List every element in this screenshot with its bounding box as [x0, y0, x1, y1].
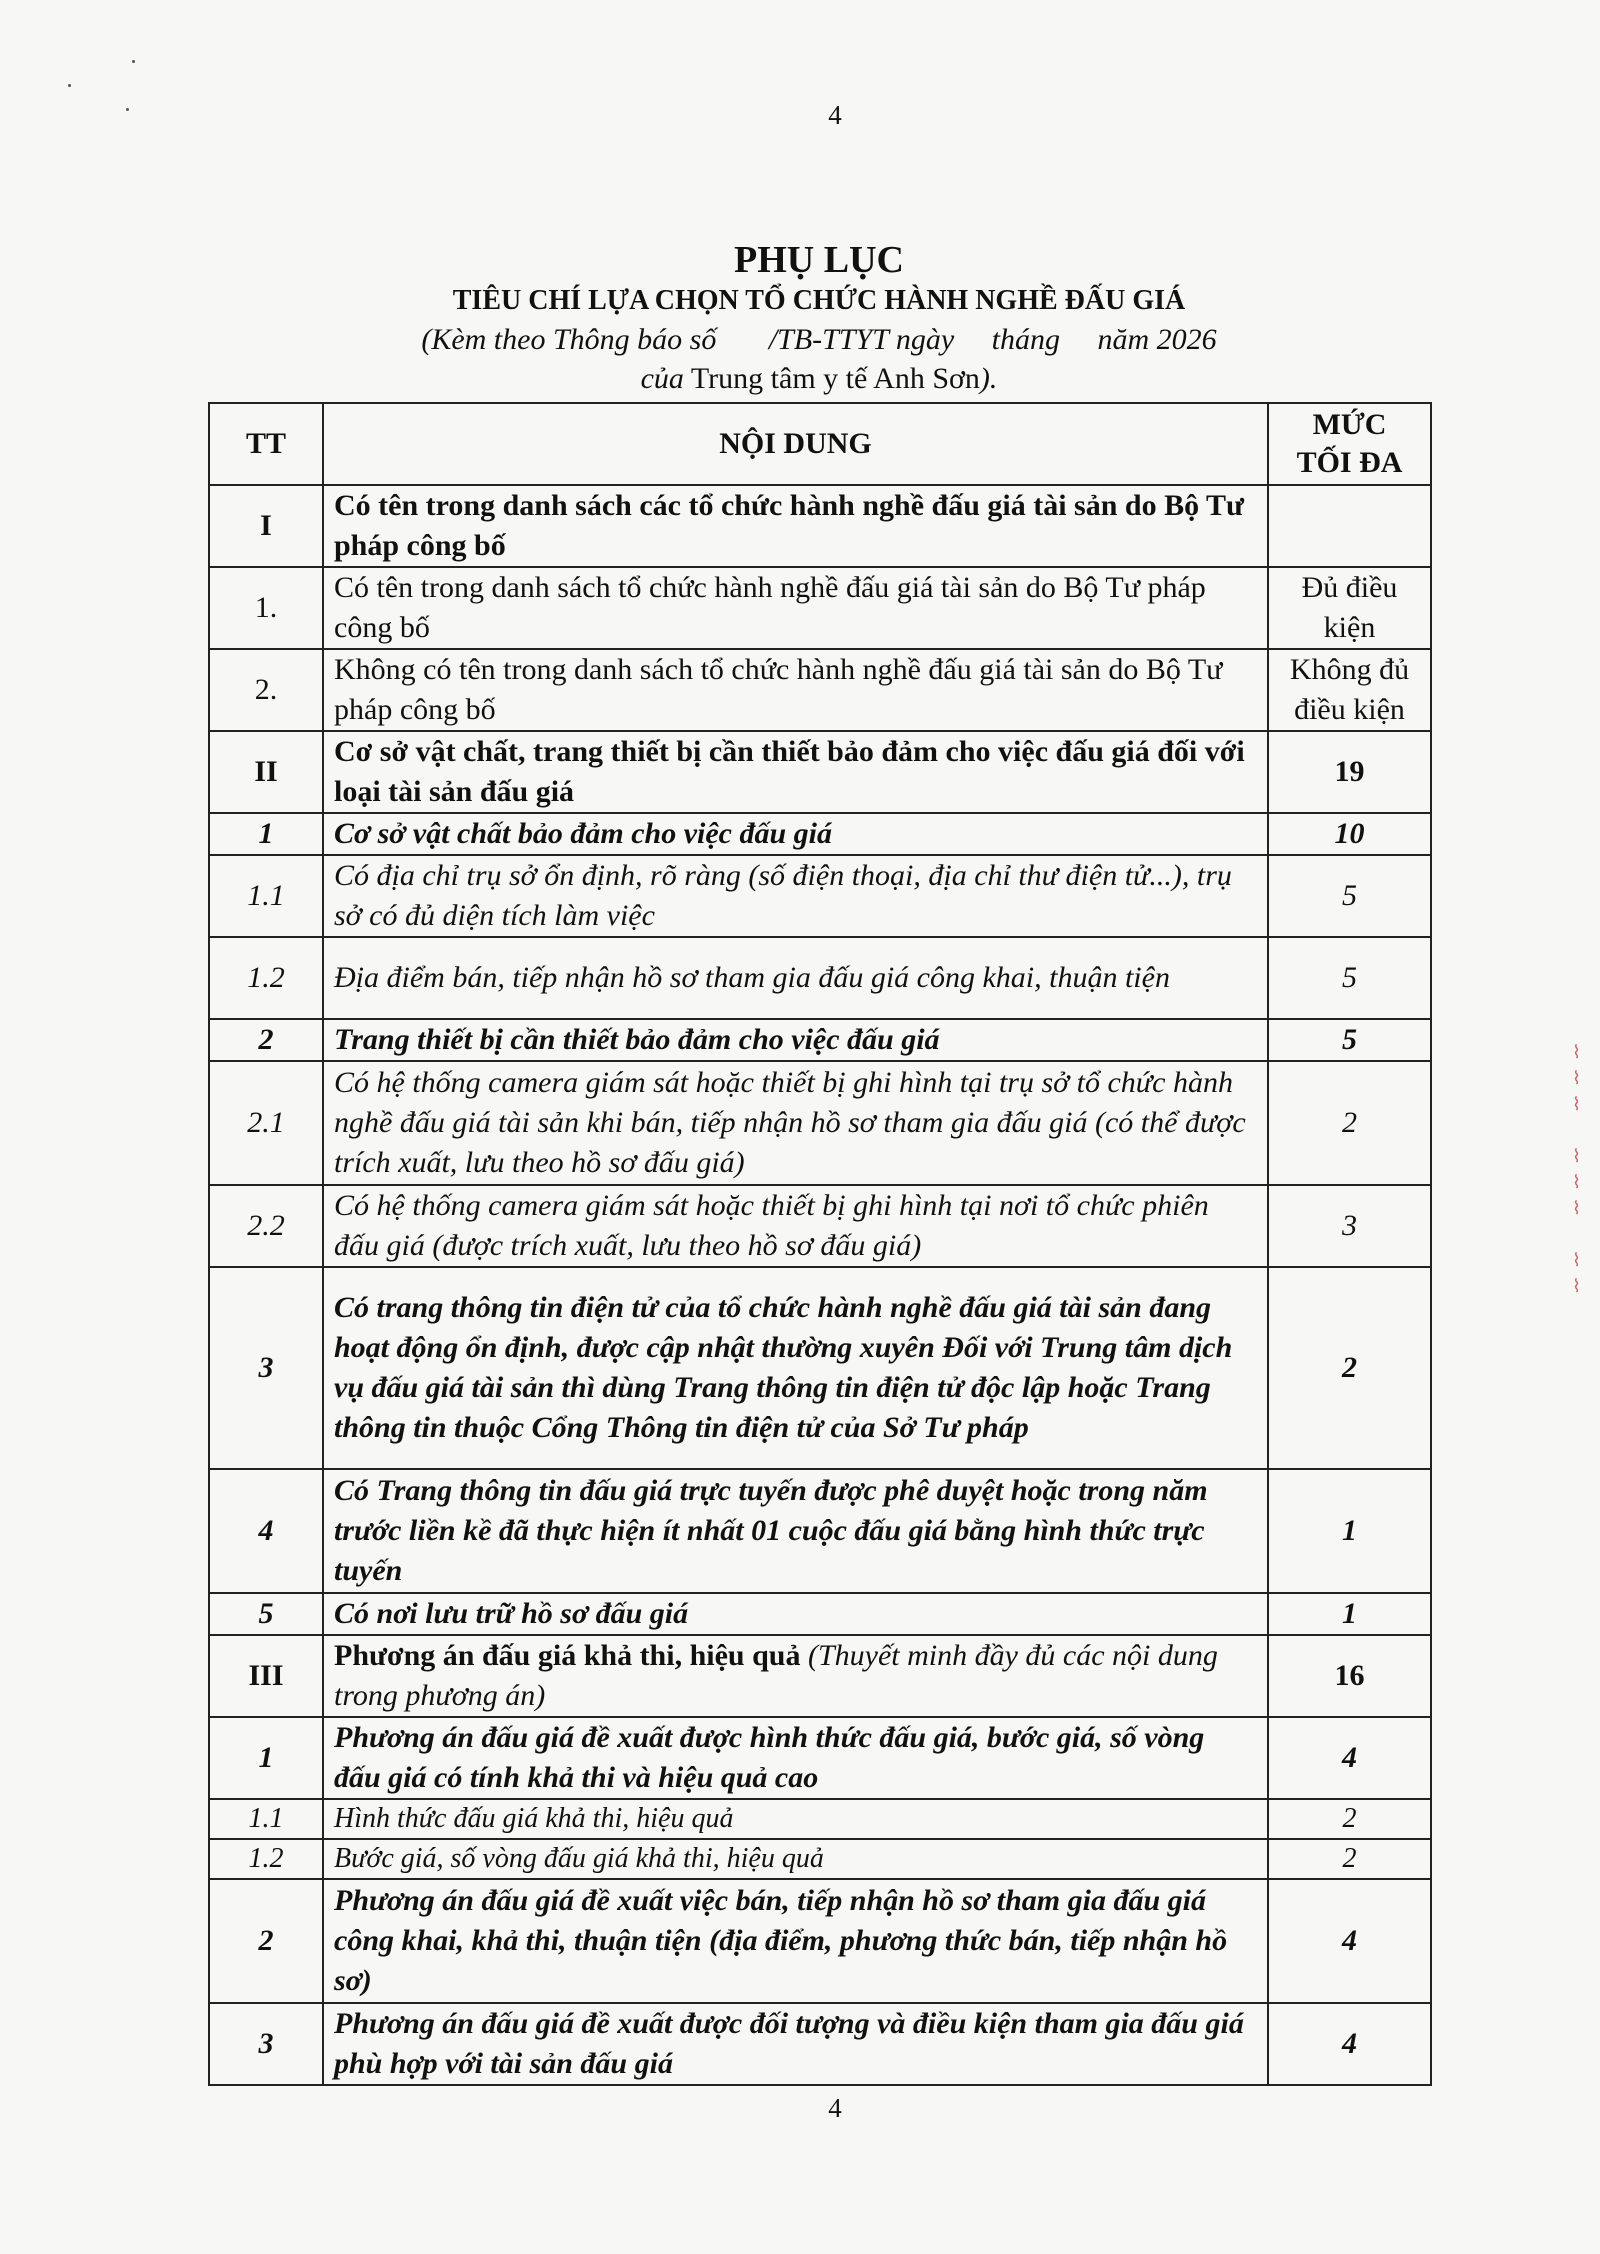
table-row: [209, 1839, 1431, 1879]
document-header: [208, 238, 1430, 398]
row-max: 1: [1268, 1469, 1431, 1593]
table-row: [209, 1019, 1431, 1061]
row-content: Có hệ thống camera giám sát hoặc thiết bị ghi hình tại nơi tổ chức phiên đấu giá (được trích xuất, lưu theo hồ sơ đấu giá): [323, 1185, 1268, 1267]
row-tt: 2.1: [209, 1061, 323, 1185]
issuer-suffix: ).: [979, 362, 998, 395]
header-max: [1268, 403, 1431, 485]
row-tt: 1.2: [209, 937, 323, 1019]
row-max: [1268, 485, 1431, 567]
row-tt: 2.: [209, 649, 323, 731]
table-row: [209, 731, 1431, 813]
row-tt: 5: [209, 1593, 323, 1635]
row-max: 10: [1268, 813, 1431, 855]
row-max: 1: [1268, 1593, 1431, 1635]
table-row: [209, 1593, 1431, 1635]
row-content-main: Phương án đấu giá khả thi, hiệu quả: [334, 1639, 801, 1672]
table-row: [209, 937, 1431, 1019]
attachment-line: (Kèm theo Thông báo số /TB-TTYT ngày tháng năm 2026: [421, 323, 1217, 356]
row-content: Cơ sở vật chất bảo đảm cho việc đấu giá: [323, 813, 1268, 855]
header-content: NỘI DUNG: [323, 403, 1268, 485]
row-max: 4: [1268, 2003, 1431, 2085]
issuer-line: [208, 360, 1430, 398]
page-number-top: 4: [828, 100, 842, 130]
row-content: Địa điểm bán, tiếp nhận hồ sơ tham gia đấu giá công khai, thuận tiện: [323, 937, 1268, 1019]
table-row: [209, 1879, 1431, 2003]
issuer-name: Trung tâm y tế Anh Sơn: [690, 362, 980, 395]
row-max: 4: [1268, 1879, 1431, 2003]
row-max: 2: [1268, 1061, 1431, 1185]
row-content-note: (Thuyết minh đầy đủ các nội dung trong phương án): [334, 1639, 1218, 1712]
row-content: Phương án đấu giá đề xuất việc bán, tiếp nhận hồ sơ tham gia đấu giá công khai, khả thi, thuận tiện (địa điểm, phương thức bán, tiếp nhận hồ sơ): [323, 1879, 1268, 2003]
row-content: Có tên trong danh sách các tổ chức hành nghề đấu giá tài sản do Bộ Tư pháp công bố: [323, 485, 1268, 567]
table-row: [209, 649, 1431, 731]
row-tt: 2.2: [209, 1185, 323, 1267]
row-tt: 2: [209, 1019, 323, 1061]
table-row: [209, 855, 1431, 937]
row-max: 2: [1268, 1799, 1431, 1839]
row-max: Không đủ điều kiện: [1268, 649, 1431, 731]
row-content: Có hệ thống camera giám sát hoặc thiết bị ghi hình tại trụ sở tổ chức hành nghề đấu giá tài sản khi bán, tiếp nhận hồ sơ tham gia đấu giá (có thể được trích xuất, lưu theo hồ sơ đấu giá): [323, 1061, 1268, 1185]
table-row: [209, 1469, 1431, 1593]
row-max: 2: [1268, 1267, 1431, 1469]
table-row: [209, 1185, 1431, 1267]
row-content: Cơ sở vật chất, trang thiết bị cần thiết bảo đảm cho việc đấu giá đối với loại tài sản đấu giá: [323, 731, 1268, 813]
row-content: Phương án đấu giá đề xuất được hình thức đấu giá, bước giá, số vòng đấu giá có tính khả thi và hiệu quả cao: [323, 1717, 1268, 1799]
row-tt: 2: [209, 1879, 323, 2003]
table-row: [209, 813, 1431, 855]
header-max-line-1: MỨC: [1312, 408, 1387, 441]
header-max-line-2: TỐI ĐA: [1296, 446, 1403, 479]
row-tt: 1: [209, 1717, 323, 1799]
row-max: 2: [1268, 1839, 1431, 1879]
row-tt: 1.: [209, 567, 323, 649]
document-subtitle: TIÊU CHÍ LỰA CHỌN TỔ CHỨC HÀNH NGHỀ ĐẤU GIÁ: [452, 285, 1186, 316]
table-row: [209, 567, 1431, 649]
row-content: Có nơi lưu trữ hồ sơ đấu giá: [323, 1593, 1268, 1635]
row-tt: 1.1: [209, 1799, 323, 1839]
row-tt: III: [209, 1635, 323, 1717]
row-content: Có Trang thông tin đấu giá trực tuyến được phê duyệt hoặc trong năm trước liền kề đã thực hiện ít nhất 01 cuộc đấu giá bằng hình thức trực tuyến: [323, 1469, 1268, 1593]
margin-stamp-mark: ⌇ ⌇ ⌇ ⌇ ⌇ ⌇ ⌇ ⌇: [1572, 1042, 1581, 1297]
row-tt: 3: [209, 2003, 323, 2085]
header-tt: TT: [209, 403, 323, 485]
issuer-prefix: của: [640, 362, 684, 395]
row-content: Bước giá, số vòng đấu giá khả thi, hiệu quả: [323, 1839, 1268, 1879]
row-max: Đủ điều kiện: [1268, 567, 1431, 649]
row-content: Có địa chỉ trụ sở ổn định, rõ ràng (số điện thoại, địa chỉ thư điện tử...), trụ sở có đủ diện tích làm việc: [323, 855, 1268, 937]
row-max: 19: [1268, 731, 1431, 813]
row-tt: 4: [209, 1469, 323, 1593]
page-number-bottom: 4: [828, 2093, 842, 2123]
criteria-table: [208, 402, 1432, 2086]
row-max: 5: [1268, 855, 1431, 937]
row-tt: 1.2: [209, 1839, 323, 1879]
table-row: [209, 1061, 1431, 1185]
row-content: Trang thiết bị cần thiết bảo đảm cho việc đấu giá: [323, 1019, 1268, 1061]
table-row: [209, 1717, 1431, 1799]
row-tt: I: [209, 485, 323, 567]
row-max: 4: [1268, 1717, 1431, 1799]
row-tt: II: [209, 731, 323, 813]
row-tt: 3: [209, 1267, 323, 1469]
document-title: PHỤ LỤC: [734, 239, 904, 281]
row-content: Hình thức đấu giá khả thi, hiệu quả: [323, 1799, 1268, 1839]
table-row: [209, 1267, 1431, 1469]
row-content: Có tên trong danh sách tổ chức hành nghề đấu giá tài sản do Bộ Tư pháp công bố: [323, 567, 1268, 649]
row-max: 3: [1268, 1185, 1431, 1267]
table-header-row: [209, 403, 1431, 485]
row-max: 5: [1268, 1019, 1431, 1061]
row-content: Phương án đấu giá đề xuất được đối tượng và điều kiện tham gia đấu giá phù hợp với tài sản đấu giá: [323, 2003, 1268, 2085]
table-row: [209, 1635, 1431, 1717]
row-tt: 1.1: [209, 855, 323, 937]
table-row: [209, 485, 1431, 567]
row-content: Có trang thông tin điện tử của tổ chức hành nghề đấu giá tài sản đang hoạt động ổn định, được cập nhật thường xuyên Đối với Trung tâm dịch vụ đấu giá tài sản thì dùng Trang thông tin điện tử độc lập hoặc Trang thông tin thuộc Cổng Thông tin điện tử của Sở Tư pháp: [323, 1267, 1268, 1469]
row-max: 16: [1268, 1635, 1431, 1717]
table-row: [209, 2003, 1431, 2085]
row-content: [323, 1635, 1268, 1717]
row-content: Không có tên trong danh sách tổ chức hành nghề đấu giá tài sản do Bộ Tư pháp công bố: [323, 649, 1268, 731]
row-tt: 1: [209, 813, 323, 855]
table-row: [209, 1799, 1431, 1839]
row-max: 5: [1268, 937, 1431, 1019]
